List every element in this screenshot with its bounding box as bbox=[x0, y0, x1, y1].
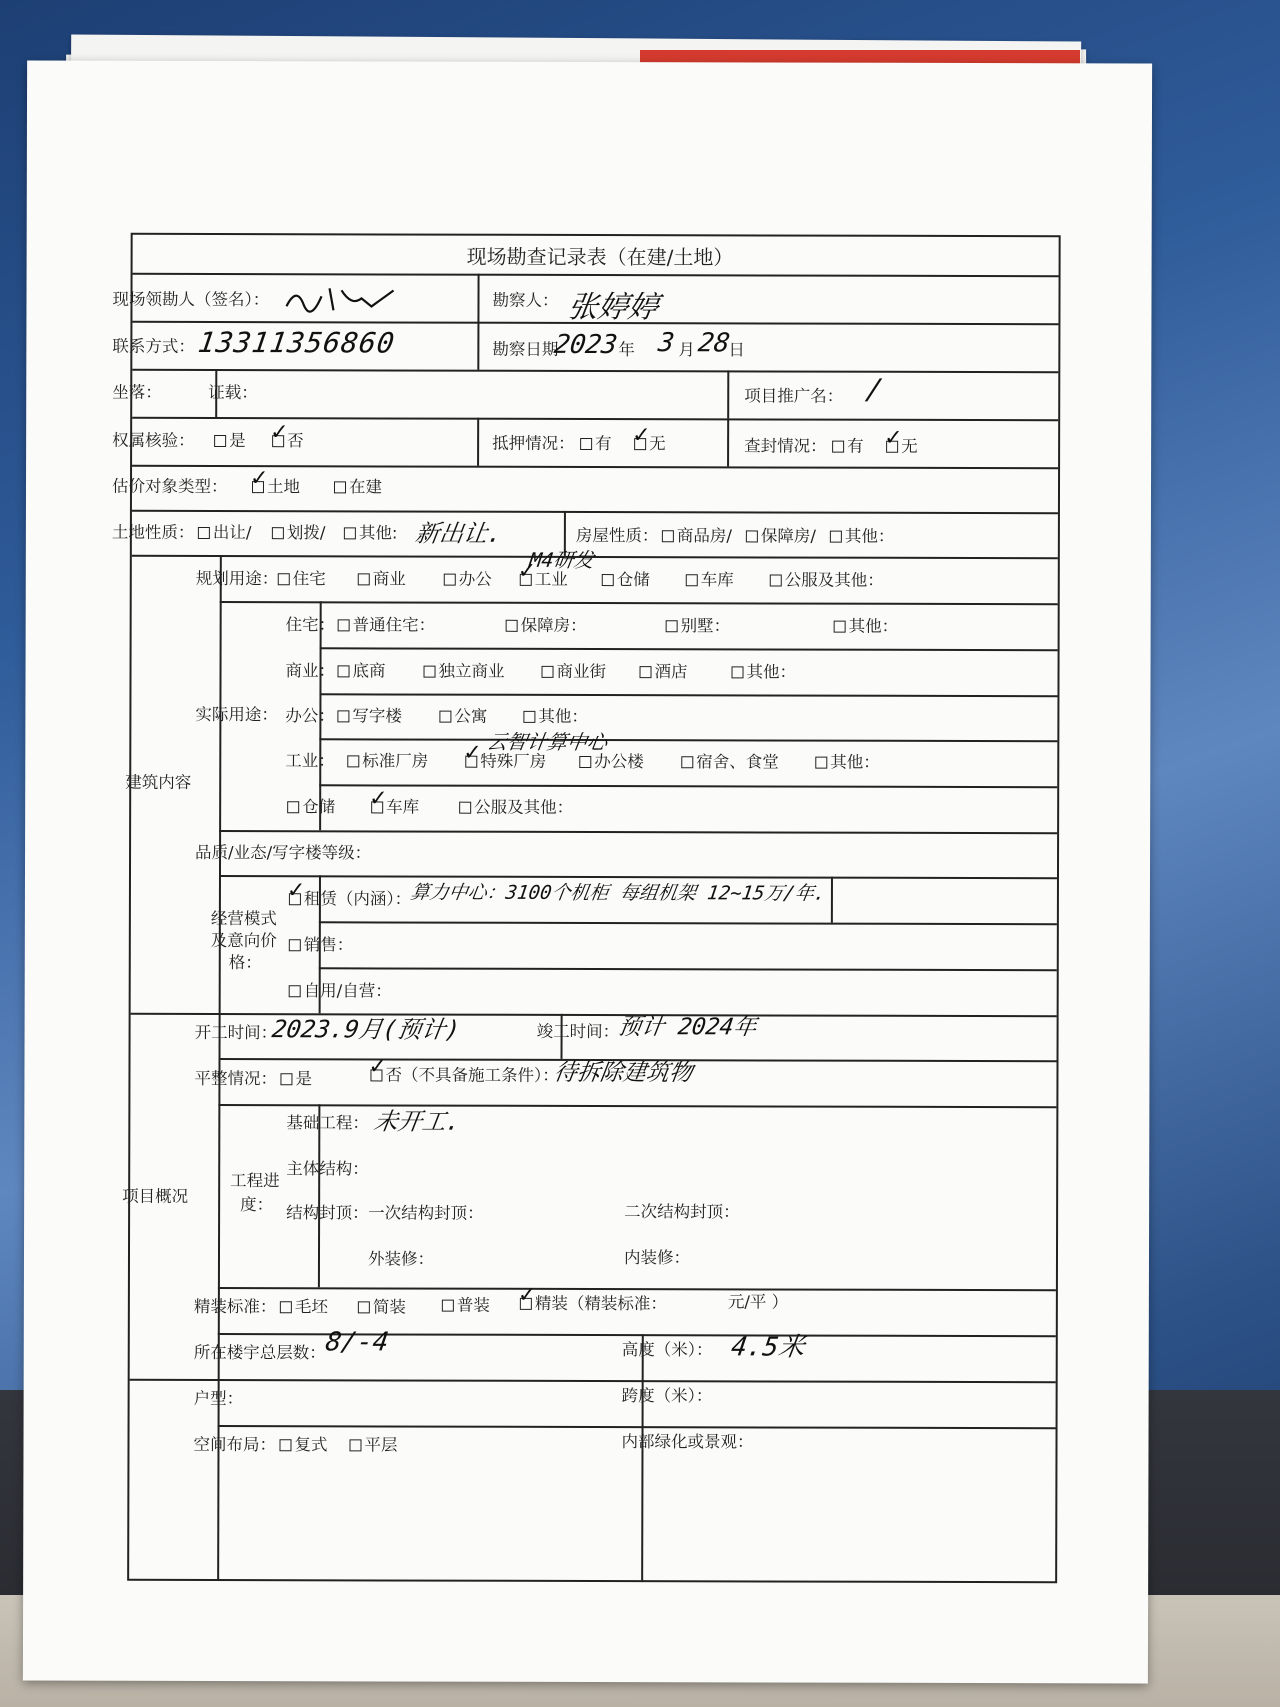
level-no[interactable]: 否（不具备施工条件）： bbox=[370, 1065, 558, 1085]
row-line bbox=[319, 738, 1057, 742]
ind-opt-other[interactable]: 其他： bbox=[815, 753, 880, 773]
checkbox-icon[interactable] bbox=[746, 530, 758, 542]
project-name-value: / bbox=[863, 372, 886, 406]
misc-opt-storage[interactable]: 仓储 bbox=[287, 797, 335, 817]
lead-signature bbox=[281, 276, 401, 318]
height-label: 高度（米）： bbox=[621, 1340, 713, 1360]
land-opt-allocate[interactable]: 划拨/ bbox=[272, 523, 326, 543]
mortgage-label: 抵押情况： bbox=[492, 433, 575, 453]
checkbox-icon[interactable] bbox=[280, 1073, 292, 1085]
floors-value: 8/-4 bbox=[323, 1327, 391, 1358]
check-mark-icon: ✓ bbox=[463, 740, 482, 766]
checkbox-icon[interactable] bbox=[279, 1439, 291, 1451]
checkbox-icon[interactable] bbox=[278, 573, 290, 585]
com-opt-hotel[interactable]: 酒店 bbox=[639, 662, 687, 682]
form-title: 现场勘查记录表（在建/土地） bbox=[466, 244, 734, 270]
survey-sheet bbox=[23, 61, 1152, 1684]
unit-type-label: 户型： bbox=[193, 1388, 244, 1409]
checkbox-icon[interactable] bbox=[662, 530, 674, 542]
cert-label: 证载： bbox=[208, 383, 258, 403]
row-line bbox=[132, 369, 1058, 373]
row-line bbox=[218, 1104, 1056, 1108]
row-line bbox=[133, 273, 1059, 277]
finish-opt-simple[interactable]: 简装 bbox=[358, 1297, 406, 1317]
mode-label-3: 格： bbox=[228, 953, 262, 973]
ownership-no[interactable]: 否 bbox=[272, 431, 304, 451]
seal-none[interactable]: 无 bbox=[886, 437, 918, 457]
date-year-unit: 年 bbox=[618, 340, 635, 360]
valuation-land[interactable]: 土地 bbox=[252, 477, 300, 497]
mode-label-2: 及意向价 bbox=[210, 931, 277, 951]
row-line bbox=[218, 1425, 1056, 1429]
check-mark-icon: ✓ bbox=[517, 558, 537, 584]
checkbox-icon[interactable] bbox=[338, 665, 350, 677]
checkbox-icon[interactable] bbox=[830, 531, 842, 543]
check-mark-icon: ✓ bbox=[368, 1054, 387, 1080]
finish-time-label: 竣工时间： bbox=[536, 1021, 620, 1042]
roof1-label: 一次结构封顶： bbox=[368, 1203, 484, 1223]
plan-opt-residential[interactable]: 住宅 bbox=[278, 569, 326, 589]
progress-label-2: 度： bbox=[240, 1195, 274, 1215]
layout-opt-flat[interactable]: 平层 bbox=[349, 1435, 397, 1455]
row-line bbox=[132, 465, 1058, 469]
office-label: 办公： bbox=[285, 706, 335, 726]
foundation-label: 基础工程： bbox=[286, 1113, 369, 1133]
industrial-label: 工业： bbox=[285, 751, 335, 771]
land-nature-value: 新出让. bbox=[413, 519, 504, 548]
check-mark-icon: ✓ bbox=[632, 423, 651, 449]
checkbox-icon[interactable] bbox=[681, 756, 693, 768]
date-day: 28 bbox=[696, 328, 732, 359]
residential-label: 住宅： bbox=[285, 615, 336, 635]
exterior-label: 外装修： bbox=[367, 1249, 435, 1269]
contact-value: 13311356860 bbox=[196, 325, 398, 360]
building-section-label: 建筑内容 bbox=[125, 772, 192, 792]
checkbox-icon[interactable] bbox=[506, 620, 518, 632]
start-time-label: 开工时间： bbox=[194, 1022, 278, 1043]
green-label: 内部绿化或景观： bbox=[621, 1432, 754, 1452]
office-opt-tower[interactable]: 写字楼 bbox=[337, 706, 402, 726]
quality-label: 品质/业态/写字楼等级： bbox=[195, 842, 372, 863]
date-label: 勘察日期 bbox=[492, 339, 559, 359]
res-opt-normal[interactable]: 普通住宅： bbox=[338, 615, 436, 635]
span-label: 跨度（米）： bbox=[621, 1386, 713, 1406]
checkbox-icon[interactable] bbox=[439, 711, 451, 723]
office-opt-apartment[interactable]: 公寓 bbox=[439, 707, 487, 727]
foundation-value: 未开工. bbox=[371, 1107, 463, 1136]
surveyor-value: 张婷婷 bbox=[565, 289, 661, 326]
col-line bbox=[727, 370, 729, 418]
sale-option[interactable]: 销售： bbox=[289, 935, 354, 955]
check-mark-icon: ✓ bbox=[884, 425, 903, 451]
col-line bbox=[641, 1334, 643, 1582]
date-month-unit: 月 bbox=[678, 340, 695, 360]
row-line bbox=[319, 784, 1057, 788]
level-note: 待拆除建筑物 bbox=[552, 1059, 694, 1087]
finish-opt-fine[interactable]: 精装 bbox=[520, 1294, 568, 1314]
level-label: 平整情况： bbox=[194, 1068, 277, 1089]
house-opt-other[interactable]: 其他： bbox=[830, 527, 895, 547]
checkbox-icon[interactable] bbox=[579, 756, 591, 768]
checkbox-icon[interactable] bbox=[349, 1439, 361, 1451]
ind-opt-special[interactable]: 特殊厂房 bbox=[465, 752, 546, 772]
land-nature-label: 土地性质： bbox=[111, 522, 195, 542]
self-use-option[interactable]: 自用/自营： bbox=[289, 981, 392, 1001]
plan-opt-office[interactable]: 办公 bbox=[444, 570, 492, 590]
ind-opt-office[interactable]: 办公楼 bbox=[579, 752, 644, 772]
checkbox-icon[interactable] bbox=[272, 527, 284, 539]
checkbox-icon[interactable] bbox=[732, 666, 744, 678]
checkbox-icon[interactable] bbox=[815, 757, 827, 769]
progress-label-1: 工程进 bbox=[230, 1171, 280, 1191]
res-opt-affordable[interactable]: 保障房： bbox=[506, 616, 587, 636]
floors-label: 所在楼宇总层数： bbox=[193, 1342, 326, 1363]
checkbox-icon[interactable] bbox=[337, 710, 349, 722]
land-opt-other[interactable]: 其他: bbox=[344, 523, 398, 543]
finish-std-paren: （精装标准： bbox=[567, 1293, 667, 1314]
checkbox-icon[interactable] bbox=[280, 1301, 292, 1313]
mode-label-1: 经营模式 bbox=[210, 909, 277, 929]
com-opt-shop[interactable]: 底商 bbox=[337, 661, 385, 681]
col-line bbox=[831, 877, 833, 923]
lease-option[interactable]: 租赁（内涵）： bbox=[289, 889, 411, 909]
actual-use-label: 实际用途： bbox=[195, 704, 278, 725]
checkbox-icon[interactable] bbox=[344, 527, 356, 539]
checkbox-icon[interactable] bbox=[444, 574, 456, 586]
row-line bbox=[219, 830, 1057, 834]
checkbox-icon[interactable] bbox=[834, 621, 846, 633]
checkbox-icon[interactable] bbox=[459, 802, 471, 814]
col-line bbox=[477, 274, 479, 370]
industrial-note: 云智计算中心 bbox=[485, 729, 609, 755]
house-opt-affordable[interactable]: 保障房/ bbox=[746, 526, 816, 546]
misc-opt-public[interactable]: 公服及其他： bbox=[459, 798, 573, 818]
checkbox-icon[interactable] bbox=[287, 801, 299, 813]
row-line bbox=[320, 647, 1058, 651]
check-mark-icon: ✓ bbox=[286, 878, 306, 904]
mortgage-none[interactable]: 无 bbox=[634, 434, 666, 454]
checkbox-icon[interactable] bbox=[334, 481, 346, 493]
finish-unit: 元/平 ） bbox=[727, 1292, 789, 1312]
valuation-building[interactable]: 在建 bbox=[334, 477, 382, 497]
row-line bbox=[218, 1287, 1056, 1291]
checkbox-icon[interactable] bbox=[666, 620, 678, 632]
checkbox-icon[interactable] bbox=[640, 666, 652, 678]
checkbox-icon[interactable] bbox=[214, 435, 226, 447]
row-line bbox=[132, 510, 1058, 514]
row-line bbox=[131, 1013, 1057, 1017]
plan-opt-garage[interactable]: 车库 bbox=[686, 570, 734, 590]
res-opt-villa[interactable]: 别墅： bbox=[666, 616, 731, 636]
plan-opt-public[interactable]: 公服及其他： bbox=[770, 570, 884, 590]
roof2-label: 二次结构封顶： bbox=[624, 1202, 740, 1222]
finish-opt-normal[interactable]: 普装 bbox=[442, 1296, 490, 1316]
date-day-unit: 日 bbox=[728, 340, 745, 360]
checkbox-icon[interactable] bbox=[523, 711, 535, 723]
ind-opt-standard[interactable]: 标准厂房 bbox=[347, 751, 428, 771]
checkbox-icon[interactable] bbox=[289, 985, 301, 997]
check-mark-icon: ✓ bbox=[249, 466, 269, 492]
land-opt-transfer[interactable]: 出让/ bbox=[198, 523, 252, 543]
ind-opt-dorm[interactable]: 宿舍、食堂 bbox=[681, 752, 779, 772]
res-opt-other[interactable]: 其他： bbox=[834, 617, 899, 637]
date-month: 3 bbox=[656, 328, 677, 359]
finish-time-value: 预计 2024年 bbox=[616, 1014, 759, 1041]
surveyor-label: 勘察人： bbox=[492, 290, 559, 310]
row-line bbox=[220, 601, 1058, 605]
check-mark-icon: ✓ bbox=[517, 1282, 537, 1308]
start-time-value: 2023.9月(预计) bbox=[270, 1015, 462, 1044]
checkbox-icon[interactable] bbox=[686, 574, 698, 586]
plan-opt-industrial[interactable]: 工业 bbox=[520, 570, 568, 590]
plan-opt-commercial[interactable]: 商业 bbox=[358, 569, 406, 589]
com-opt-standalone[interactable]: 独立商业 bbox=[423, 662, 504, 682]
row-line bbox=[319, 967, 1057, 971]
checkbox-icon[interactable] bbox=[358, 573, 370, 585]
plan-use-label: 规划用途： bbox=[195, 568, 279, 589]
checkbox-icon[interactable] bbox=[289, 939, 301, 951]
date-year: 2023 bbox=[552, 329, 620, 361]
row-line bbox=[130, 1379, 1056, 1383]
office-opt-other[interactable]: 其他： bbox=[523, 707, 588, 727]
seal-have[interactable]: 有 bbox=[832, 437, 864, 457]
layout-label: 空间布局： bbox=[193, 1434, 277, 1455]
row-line bbox=[132, 555, 1058, 559]
col-line bbox=[477, 418, 479, 466]
location-label: 坐落： bbox=[112, 382, 162, 402]
checkbox-icon[interactable] bbox=[358, 1301, 370, 1313]
row-line bbox=[319, 693, 1057, 697]
main-structure-label: 主体结构： bbox=[286, 1159, 369, 1179]
checkbox-icon[interactable] bbox=[424, 666, 436, 678]
house-nature-label: 房屋性质： bbox=[575, 525, 659, 546]
finish-opt-raw[interactable]: 毛坯 bbox=[280, 1297, 328, 1317]
checkbox-icon[interactable] bbox=[198, 527, 210, 539]
interior-label: 内装修： bbox=[623, 1248, 691, 1268]
checkbox-icon[interactable] bbox=[347, 755, 359, 767]
layout-opt-duplex[interactable]: 复式 bbox=[279, 1435, 327, 1455]
checkbox-icon[interactable] bbox=[832, 441, 844, 453]
valuation-label: 估价对象类型： bbox=[111, 476, 228, 497]
house-opt-commercial[interactable]: 商品房/ bbox=[662, 526, 732, 546]
checkbox-icon[interactable] bbox=[338, 619, 350, 631]
finish-std-label: 精装标准： bbox=[193, 1296, 277, 1317]
checkbox-icon[interactable] bbox=[770, 574, 782, 586]
ownership-yes[interactable]: 是 bbox=[214, 431, 246, 451]
check-mark-icon: ✓ bbox=[369, 786, 388, 812]
checkbox-icon[interactable] bbox=[542, 666, 554, 678]
height-value: 4.5米 bbox=[729, 1332, 807, 1363]
checkbox-icon[interactable] bbox=[442, 1300, 454, 1312]
project-name-label: 项目推广名： bbox=[744, 386, 844, 406]
checkbox-icon[interactable] bbox=[580, 438, 592, 450]
commercial-label: 商业： bbox=[285, 661, 336, 681]
lead-label: 现场领勘人（签名）： bbox=[112, 289, 270, 310]
lease-value: 算力中心：3100个机柜 每组机架 12~15万/年. bbox=[409, 881, 828, 905]
col-line bbox=[727, 418, 729, 466]
checkbox-icon[interactable] bbox=[602, 574, 614, 586]
row-line bbox=[319, 921, 1057, 925]
com-opt-other[interactable]: 其他： bbox=[731, 662, 796, 682]
check-mark-icon: ✓ bbox=[270, 420, 289, 446]
contact-label: 联系方式： bbox=[112, 336, 195, 356]
seal-label: 查封情况： bbox=[744, 436, 827, 456]
ownership-label: 权属核验： bbox=[112, 430, 195, 450]
com-opt-street[interactable]: 商业街 bbox=[541, 662, 606, 682]
project-section-label: 项目概况 bbox=[122, 1186, 189, 1206]
misc-opt-garage[interactable]: 车库 bbox=[371, 797, 419, 817]
mortgage-have[interactable]: 有 bbox=[580, 434, 612, 454]
roof-label: 结构封顶： bbox=[286, 1203, 369, 1223]
plan-use-note: M4研发 bbox=[527, 547, 596, 573]
level-yes[interactable]: 是 bbox=[280, 1069, 312, 1089]
plan-opt-storage[interactable]: 仓储 bbox=[602, 570, 650, 590]
